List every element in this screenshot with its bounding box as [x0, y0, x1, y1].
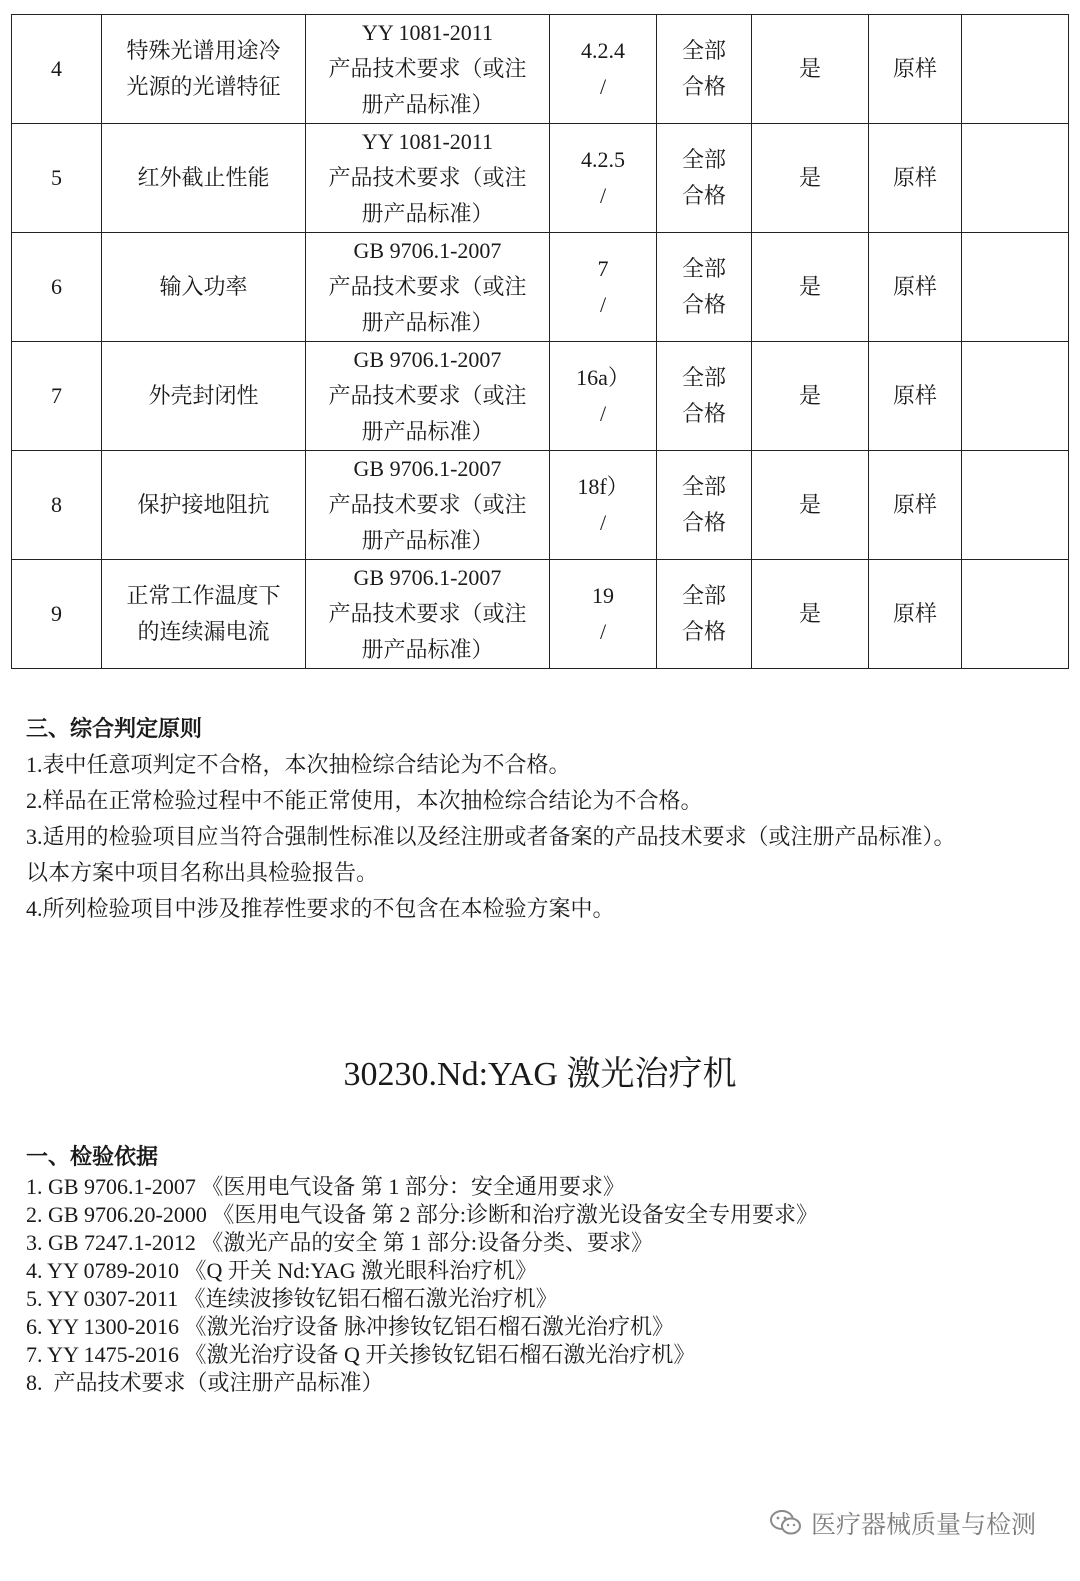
sample-state: 原样: [869, 124, 962, 233]
table-row: [12, 124, 1069, 233]
inspection-items-table: [11, 14, 1069, 669]
inspection-item: [102, 451, 306, 560]
sample-state: 原样: [869, 451, 962, 560]
row-number: 4: [12, 15, 102, 124]
inspection-scope-line: 全部: [681, 365, 726, 390]
standard-basis-line: 产品技术要求（或注: [328, 601, 527, 626]
inspection-scope-line: 全部: [681, 256, 726, 281]
clause: [550, 451, 657, 560]
standard-basis-line: GB 9706.1-2007: [353, 347, 502, 372]
inspection-item: [102, 124, 306, 233]
clause-line: 19: [592, 583, 614, 608]
clause-line: 18f）: [577, 474, 629, 499]
standard-basis: [306, 233, 550, 342]
table-row: [12, 342, 1069, 451]
clause-line: /: [599, 292, 607, 317]
basis-item: 2. GB 9706.20-2000 《医用电气设备 第 2 部分:诊断和治疗激光设备安全专用要求》: [26, 1202, 819, 1227]
standard-basis-line: 册产品标准）: [361, 419, 494, 444]
table-row: [12, 233, 1069, 342]
clause-line: 7: [597, 256, 609, 281]
mandatory-flag: 是: [752, 451, 869, 560]
table-row: [12, 451, 1069, 560]
clause-line: 4.2.5: [581, 147, 625, 172]
row-number: 9: [12, 560, 102, 669]
remark: [962, 342, 1069, 451]
inspection-scope-line: 全部: [681, 474, 726, 499]
principle-line: 以本方案中项目名称出具检验报告。: [26, 860, 379, 885]
mandatory-flag: 是: [752, 342, 869, 451]
clause-line: /: [599, 510, 607, 535]
clause: [550, 124, 657, 233]
principle-line: 4.所列检验项目中涉及推荐性要求的不包含在本检验方案中。: [26, 896, 615, 921]
remark: [962, 233, 1069, 342]
clause: [550, 233, 657, 342]
sample-state: 原样: [869, 233, 962, 342]
remark: [962, 560, 1069, 669]
standard-basis-line: 册产品标准）: [361, 637, 494, 662]
standard-basis: [306, 124, 550, 233]
sample-state: 原样: [869, 342, 962, 451]
remark: [962, 451, 1069, 560]
row-number: 6: [12, 233, 102, 342]
inspection-scope-line: 合格: [681, 619, 726, 644]
mandatory-flag: 是: [752, 233, 869, 342]
inspection-item-line: 红外截止性能: [137, 165, 270, 190]
watermark: [769, 1505, 1036, 1541]
product-title: 30230.Nd:YAG 激光治疗机: [343, 1056, 737, 1093]
inspection-item: [102, 560, 306, 669]
standard-basis-line: 册产品标准）: [361, 201, 494, 226]
standard-basis-line: 产品技术要求（或注: [328, 56, 527, 81]
clause-line: /: [599, 183, 607, 208]
remark: [962, 15, 1069, 124]
standard-basis-line: 产品技术要求（或注: [328, 165, 527, 190]
mandatory-flag: 是: [752, 15, 869, 124]
inspection-scope: [657, 342, 752, 451]
mandatory-flag: 是: [752, 124, 869, 233]
clause: [550, 342, 657, 451]
principle-line: 1.表中任意项判定不合格，本次抽检综合结论为不合格。: [26, 752, 571, 777]
standard-basis-line: 册产品标准）: [361, 92, 494, 117]
standard-basis-line: GB 9706.1-2007: [353, 456, 502, 481]
inspection-scope-line: 全部: [681, 38, 726, 63]
standard-basis-line: 产品技术要求（或注: [328, 383, 527, 408]
table-row: [12, 560, 1069, 669]
basis-item: 6. YY 1300-2016 《激光治疗设备 脉冲掺钕钇铝石榴石激光治疗机》: [26, 1314, 674, 1339]
inspection-item-line: 外壳封闭性: [148, 383, 259, 408]
standard-basis-line: GB 9706.1-2007: [353, 565, 502, 590]
clause: [550, 560, 657, 669]
standard-basis-line: YY 1081-2011: [362, 129, 493, 154]
standard-basis-line: 产品技术要求（或注: [328, 492, 527, 517]
basis-item: 7. YY 1475-2016 《激光治疗设备 Q 开关掺钕钇铝石榴石激光治疗机》: [26, 1342, 696, 1367]
watermark-text: 医疗器械质量与检测: [810, 1511, 1036, 1539]
judgment-principles-section: [26, 711, 956, 927]
sample-state: 原样: [869, 15, 962, 124]
inspection-scope: [657, 233, 752, 342]
section-title: 三、综合判定原则: [26, 716, 203, 741]
inspection-scope-line: 合格: [681, 292, 726, 317]
wechat-icon: [769, 1508, 803, 1538]
basis-item: 1. GB 9706.1-2007 《医用电气设备 第 1 部分：安全通用要求》: [26, 1174, 625, 1199]
clause-line: 4.2.4: [581, 38, 625, 63]
clause-line: /: [599, 619, 607, 644]
remark: [962, 124, 1069, 233]
clause-line: /: [599, 74, 607, 99]
clause: [550, 15, 657, 124]
standard-basis-line: 册产品标准）: [361, 310, 494, 335]
section-title: 一、检验依据: [26, 1144, 159, 1169]
inspection-scope-line: 合格: [681, 183, 726, 208]
standard-basis: [306, 560, 550, 669]
basis-item: 4. YY 0789-2010 《Q 开关 Nd:YAG 激光眼科治疗机》: [26, 1258, 538, 1283]
clause-line: 16a）: [576, 365, 630, 390]
inspection-item-line: 输入功率: [159, 274, 248, 299]
row-number: 7: [12, 342, 102, 451]
table-row: [12, 15, 1069, 124]
basis-item: 8. 产品技术要求（或注册产品标准）: [26, 1370, 384, 1395]
standard-basis-line: GB 9706.1-2007: [353, 238, 502, 263]
standard-basis-line: YY 1081-2011: [362, 20, 493, 45]
inspection-item: [102, 233, 306, 342]
inspection-scope: [657, 124, 752, 233]
inspection-scope-line: 合格: [681, 510, 726, 535]
inspection-basis-section: [26, 1141, 818, 1397]
standard-basis: [306, 15, 550, 124]
sample-state: 原样: [869, 560, 962, 669]
row-number: 5: [12, 124, 102, 233]
inspection-scope: [657, 15, 752, 124]
inspection-item-line: 正常工作温度下: [126, 583, 281, 608]
inspection-scope: [657, 451, 752, 560]
inspection-item-line: 特殊光谱用途冷: [126, 38, 281, 63]
mandatory-flag: 是: [752, 560, 869, 669]
principle-line: 3.适用的检验项目应当符合强制性标准以及经注册或者备案的产品技术要求（或注册产品标准）。: [26, 824, 956, 849]
standard-basis: [306, 451, 550, 560]
inspection-item: [102, 342, 306, 451]
inspection-item: [102, 15, 306, 124]
standard-basis: [306, 342, 550, 451]
row-number: 8: [12, 451, 102, 560]
basis-item: 3. GB 7247.1-2012 《激光产品的安全 第 1 部分:设备分类、要求》: [26, 1230, 654, 1255]
inspection-scope-line: 全部: [681, 147, 726, 172]
inspection-scope-line: 合格: [681, 401, 726, 426]
principle-line: 2.样品在正常检验过程中不能正常使用，本次抽检综合结论为不合格。: [26, 788, 703, 813]
standard-basis-line: 册产品标准）: [361, 528, 494, 553]
basis-item: 5. YY 0307-2011 《连续波掺钕钇铝石榴石激光治疗机》: [26, 1286, 558, 1311]
inspection-scope: [657, 560, 752, 669]
inspection-scope-line: 全部: [681, 583, 726, 608]
inspection-item-line: 保护接地阻抗: [137, 492, 270, 517]
inspection-item-line: 的连续漏电流: [137, 619, 270, 644]
inspection-item-line: 光源的光谱特征: [126, 74, 281, 99]
clause-line: /: [599, 401, 607, 426]
inspection-scope-line: 合格: [681, 74, 726, 99]
standard-basis-line: 产品技术要求（或注: [328, 274, 527, 299]
